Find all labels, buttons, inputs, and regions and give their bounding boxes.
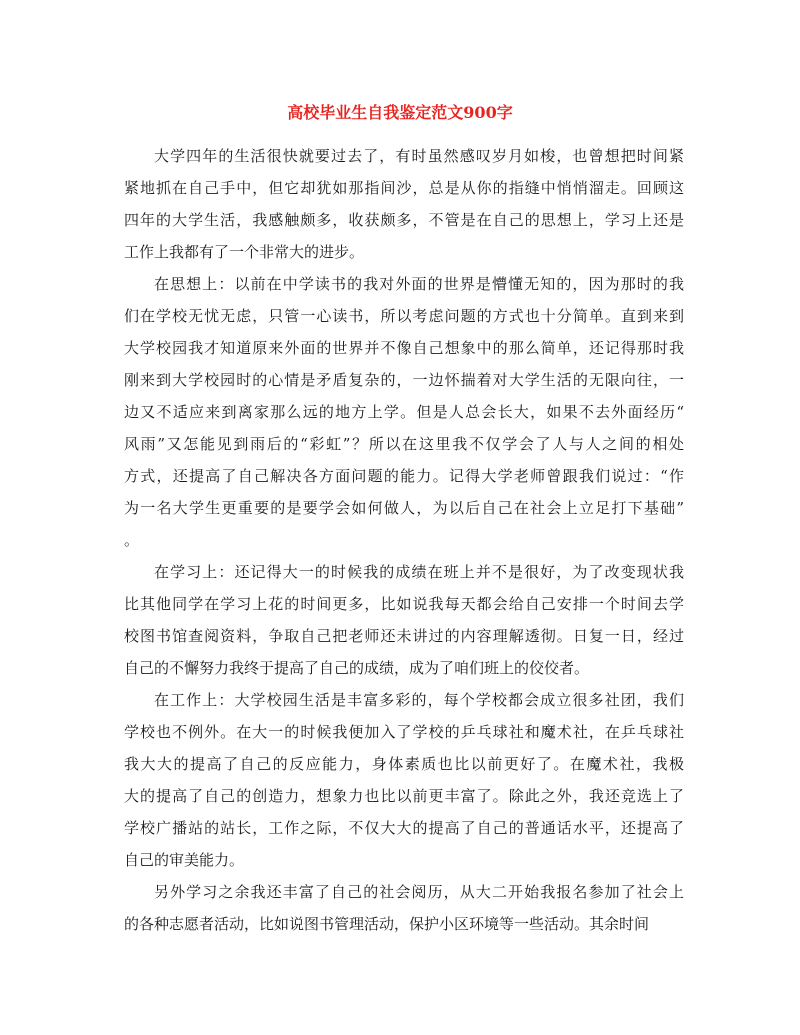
paragraph-line: 们在学校无忧无虑，只管一心读书，所以考虑问题的方式也十分简单。直到来到: [124, 307, 684, 325]
paragraph-line: 校图书馆查阅资料，争取自己把老师还未讲过的内容理解透彻。日复一日，经过: [124, 627, 684, 645]
paragraph: [124, 684, 684, 876]
paragraph-line: 刚来到大学校园时的心情是矛盾复杂的，一边怀揣着对大学生活的无限向往，一: [124, 371, 684, 389]
paragraph: [124, 268, 684, 556]
paragraph: [124, 140, 684, 268]
paragraph-line: 在学习上：还记得大一的时候我的成绩在班上并不是很好，为了改变现状我: [154, 563, 684, 581]
paragraph-line: 的各种志愿者活动，比如说图书管理活动，保护小区环境等一些活动。其余时间: [124, 915, 650, 933]
paragraph-line: 边又不适应来到离家那么远的地方上学。但是人总会长大，如果不去外面经历“: [124, 403, 684, 421]
paragraph-line: 。: [124, 531, 140, 549]
paragraph-line: 学校广播站的站长，工作之际，不仅大大的提高了自己的普通话水平，还提高了: [124, 819, 684, 837]
paragraph-line: 比其他同学在学习上花的时间更多，比如说我每天都会给自己安排一个时间去学: [124, 595, 684, 613]
document-body: [124, 140, 684, 940]
paragraph-line: 方式，还提高了自己解决各方面问题的能力。记得大学老师曾跟我们说过：“作: [124, 467, 684, 485]
paragraph-line: 自己的不懈努力我终于提高了自己的成绩，成为了咱们班上的佼佼者。: [124, 659, 590, 677]
paragraph: [124, 556, 684, 684]
paragraph-line: 在工作上：大学校园生活是丰富多彩的，每个学校都会成立很多社团，我们: [154, 691, 684, 709]
paragraph-line: 我大大的提高了自己的反应能力，身体素质也比以前更好了。在魔术社，我极: [124, 755, 684, 773]
paragraph-line: 学校也不例外。在大一的时候我便加入了学校的乒乓球社和魔术社，在乒乓球社: [124, 723, 684, 741]
paragraph-line: 四年的大学生活，我感触颇多，收获颇多，不管是在自己的思想上，学习上还是: [124, 211, 684, 229]
paragraph-line: 紧地抓在自己手中，但它却犹如那指间沙，总是从你的指缝中悄悄溜走。回顾这: [124, 179, 684, 197]
paragraph-line: 自己的审美能力。: [124, 851, 245, 869]
paragraph-line: 另外学习之余我还丰富了自己的社会阅历，从大二开始我报名参加了社会上: [154, 883, 684, 901]
paragraph-line: 大学四年的生活很快就要过去了，有时虽然感叹岁月如梭，也曾想把时间紧: [154, 147, 684, 165]
paragraph-line: 在思想上：以前在中学读书的我对外面的世界是懵懂无知的，因为那时的我: [154, 275, 684, 293]
paragraph-line: 大的提高了自己的创造力，想象力也比以前更丰富了。除此之外，我还竞选上了: [124, 787, 684, 805]
paragraph: [124, 876, 684, 940]
paragraph-line: 大学校园我才知道原来外面的世界并不像自己想象中的那么简单，还记得那时我: [124, 339, 684, 357]
paragraph-line: 为一名大学生更重要的是要学会如何做人，为以后自己在社会上立足打下基础”: [124, 499, 684, 517]
document-title: 高校毕业生自我鉴定范文900字: [287, 103, 513, 122]
paragraph-line: 风雨”又怎能见到雨后的“彩虹”？所以在这里我不仅学会了人与人之间的相处: [124, 435, 684, 453]
paragraph-line: 工作上我都有了一个非常大的进步。: [124, 243, 365, 261]
